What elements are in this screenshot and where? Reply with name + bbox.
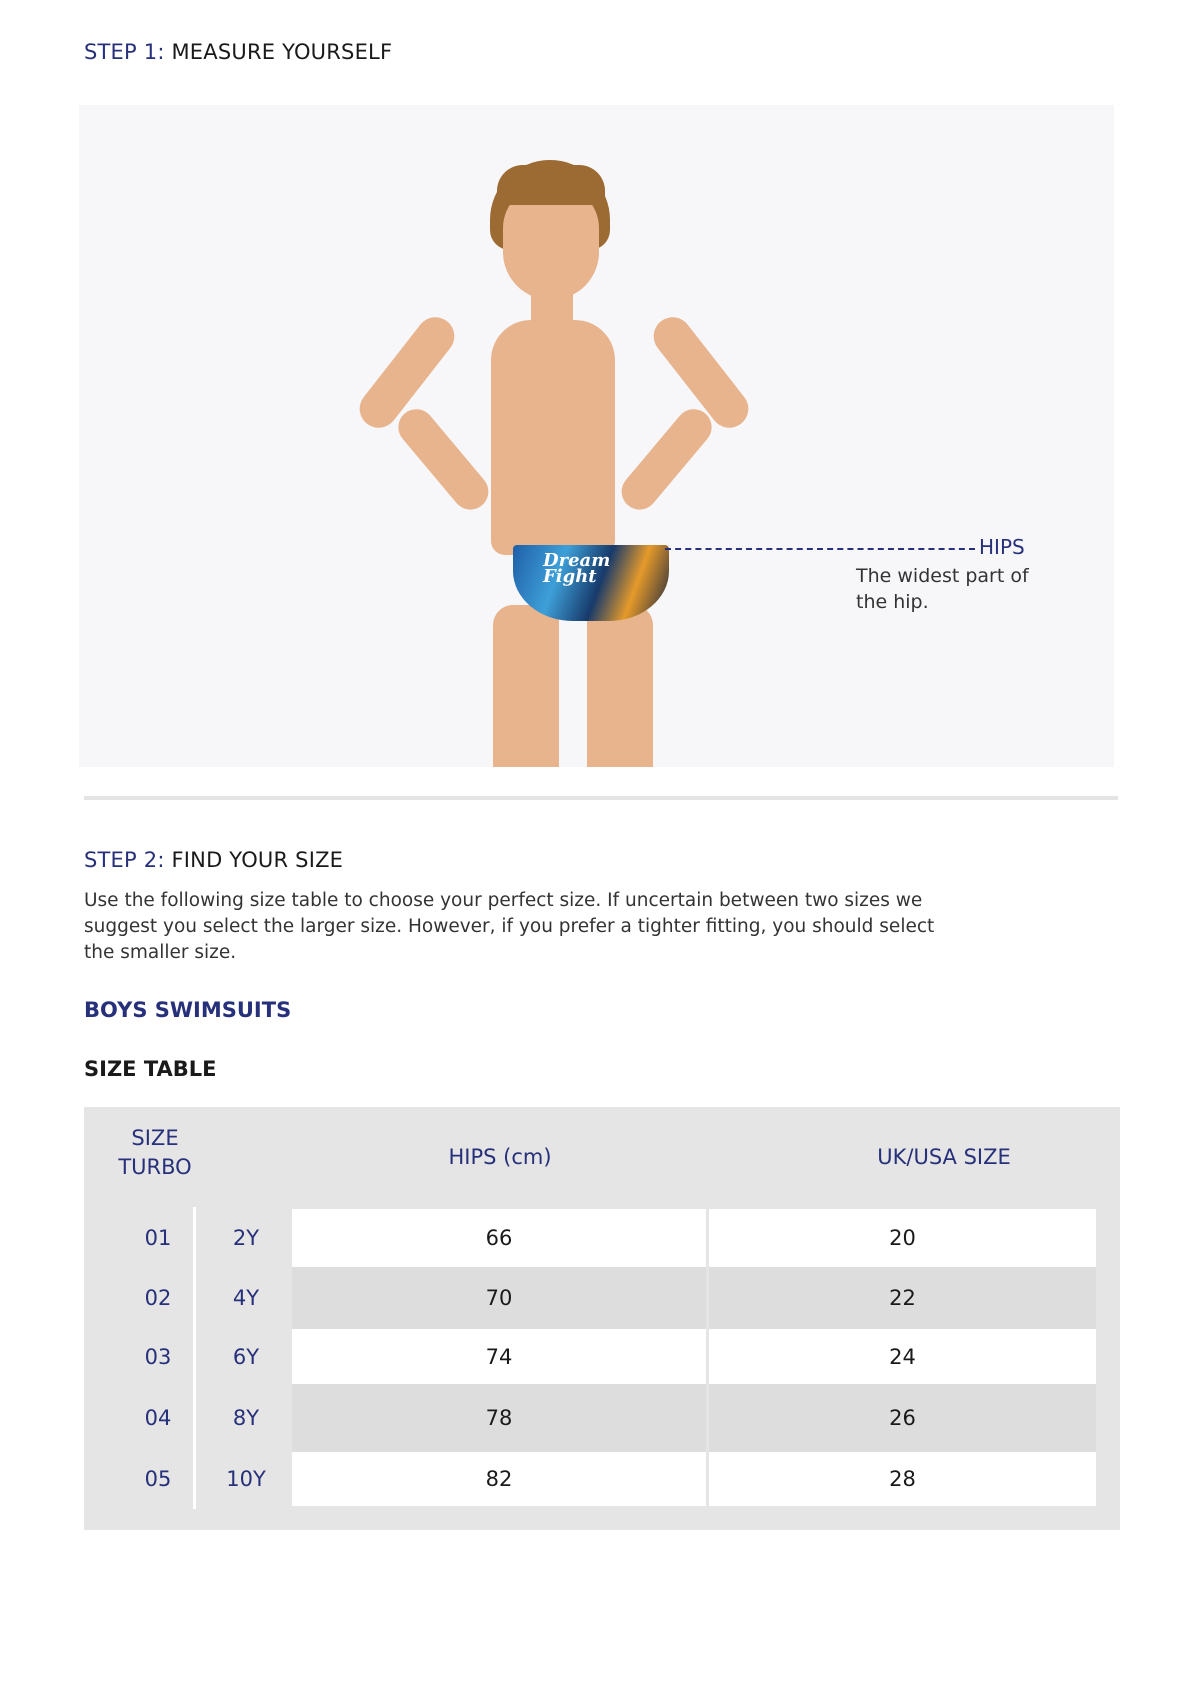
cell-turbo: 04	[144, 1406, 172, 1430]
table-row	[84, 1329, 1096, 1384]
cell-turbo: 02	[144, 1286, 172, 1310]
step1-heading	[84, 40, 392, 64]
step2-number: STEP 2:	[84, 848, 165, 872]
size-table	[84, 1107, 1120, 1530]
cell-hips: 70	[292, 1267, 706, 1329]
hips-measure-line	[665, 548, 975, 550]
cell-uk-usa: 22	[709, 1267, 1096, 1329]
table-row	[84, 1267, 1096, 1329]
cell-turbo: 03	[144, 1344, 172, 1369]
header-hips: HIPS (cm)	[448, 1145, 552, 1169]
cell-age: 6Y	[232, 1344, 260, 1369]
table-row	[84, 1452, 1096, 1506]
measurement-illustration	[79, 105, 1114, 767]
table-row	[84, 1209, 1096, 1267]
cell-hips: 82	[292, 1452, 706, 1506]
cell-hips: 66	[292, 1209, 706, 1267]
header-size-turbo	[84, 1124, 226, 1182]
cell-uk-usa: 24	[709, 1329, 1096, 1384]
header-turbo-line: TURBO	[118, 1155, 192, 1179]
step2-title: FIND YOUR SIZE	[164, 848, 344, 872]
step2-heading	[84, 848, 343, 872]
boy-model-image	[79, 105, 1114, 767]
cell-age: 8Y	[232, 1406, 260, 1430]
cell-hips: 78	[292, 1384, 706, 1452]
hips-label: HIPS	[979, 535, 1025, 559]
cell-uk-usa: 26	[709, 1384, 1096, 1452]
cell-hips: 74	[292, 1329, 706, 1384]
table-row	[84, 1384, 1096, 1452]
category-heading: BOYS SWIMSUITS	[84, 998, 292, 1022]
size-table-heading: SIZE TABLE	[84, 1057, 217, 1081]
swimsuit-brief	[513, 545, 669, 621]
size-instructions: Use the following size table to choose your perfect size. If uncertain between two sizes we suggest you select the larger size. However, if you prefer a tighter fitting, you should select the smaller size.	[84, 890, 935, 963]
section-divider	[84, 796, 1118, 800]
hips-description: The widest part of the hip.	[856, 565, 1029, 613]
cell-age: 4Y	[232, 1286, 260, 1310]
step1-title: MEASURE YOURSELF	[164, 40, 393, 64]
cell-uk-usa: 20	[709, 1209, 1096, 1267]
step1-number: STEP 1:	[84, 40, 165, 64]
cell-turbo: 01	[144, 1226, 172, 1250]
cell-turbo: 05	[144, 1467, 172, 1491]
header-size-line: SIZE	[131, 1126, 179, 1150]
header-uk-usa: UK/USA SIZE	[877, 1145, 1011, 1169]
swimsuit-print-text: Dream Fight	[543, 550, 611, 587]
cell-age: 10Y	[226, 1467, 266, 1491]
cell-uk-usa: 28	[709, 1452, 1096, 1506]
cell-age: 2Y	[232, 1226, 260, 1250]
